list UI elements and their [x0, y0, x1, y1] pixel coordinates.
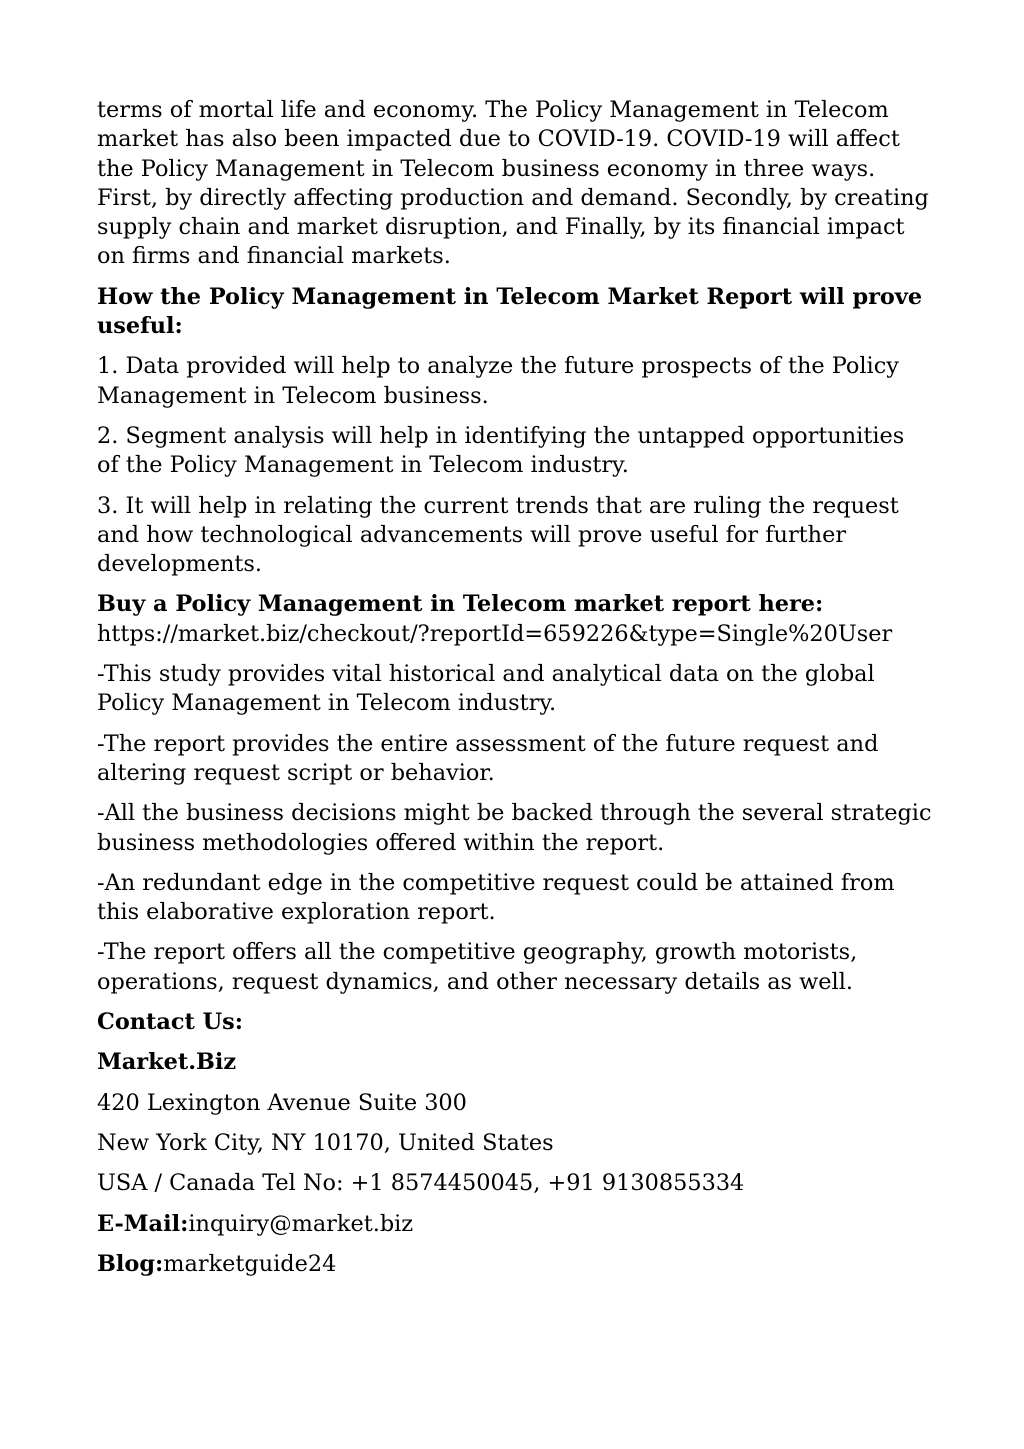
company-name: Market.Biz — [97, 1049, 237, 1076]
buy-report-link[interactable]: https://market.biz/checkout/?reportId=659226&type=Single%20User — [97, 620, 893, 647]
intro-paragraph: terms of mortal life and economy. The Policy Management in Telecom market has also been impacted due to COVID-19. COVID-19 will affect the Policy Management in Telecom business economy in three ways. First, by directly affecting production and demand. Secondly, by creating supply chain and market disruption, and Finally, by its financial impact on firms and financial markets. — [97, 97, 929, 270]
blog-line — [97, 1250, 932, 1279]
bullet-5: -The report offers all the competitive geography, growth motorists, operations, request dynamics, and other necessary details as well. — [97, 939, 858, 995]
useful-point-1: 1. Data provided will help to analyze the future prospects of the Policy Management in Telecom business. — [97, 353, 899, 409]
bullet-1: -This study provides vital historical and analytical data on the global Policy Management in Telecom industry. — [97, 661, 875, 717]
contact-heading: Contact Us: — [97, 1009, 244, 1036]
telephone-line: USA / Canada Tel No: +1 8574450045, +91 9130855334 — [97, 1170, 745, 1197]
email-line — [97, 1210, 932, 1239]
email-link[interactable]: inquiry@market.biz — [188, 1210, 414, 1237]
useful-point-2: 2. Segment analysis will help in identifying the untapped opportunities of the Policy Management in Telecom industry. — [97, 422, 905, 479]
bullet-2: -The report provides the entire assessment of the future request and altering request script or behavior. — [97, 730, 879, 786]
blog-label: Blog: — [97, 1250, 164, 1277]
useful-point-3: 3. It will help in relating the current trends that are ruling the request and how technological advancements will prove useful for further developments. — [97, 492, 899, 578]
blog-link[interactable]: marketguide24 — [163, 1250, 337, 1277]
bullet-3: -All the business decisions might be backed through the several strategic business methodologies offered within the report. — [97, 800, 932, 856]
address-line-2: New York City, NY 10170, United States — [97, 1129, 554, 1156]
email-label: E-Mail: — [97, 1210, 189, 1237]
bullet-4: -An redundant edge in the competitive request could be attained from this elaborative exploration report. — [97, 869, 895, 926]
address-line-1: 420 Lexington Avenue Suite 300 — [97, 1089, 467, 1116]
document-page — [97, 96, 932, 1290]
buy-report-label: Buy a Policy Management in Telecom market report here: — [97, 591, 824, 618]
buy-report-line — [97, 590, 932, 649]
useful-heading: How the Policy Management in Telecom Market Report will prove useful: — [97, 283, 923, 340]
